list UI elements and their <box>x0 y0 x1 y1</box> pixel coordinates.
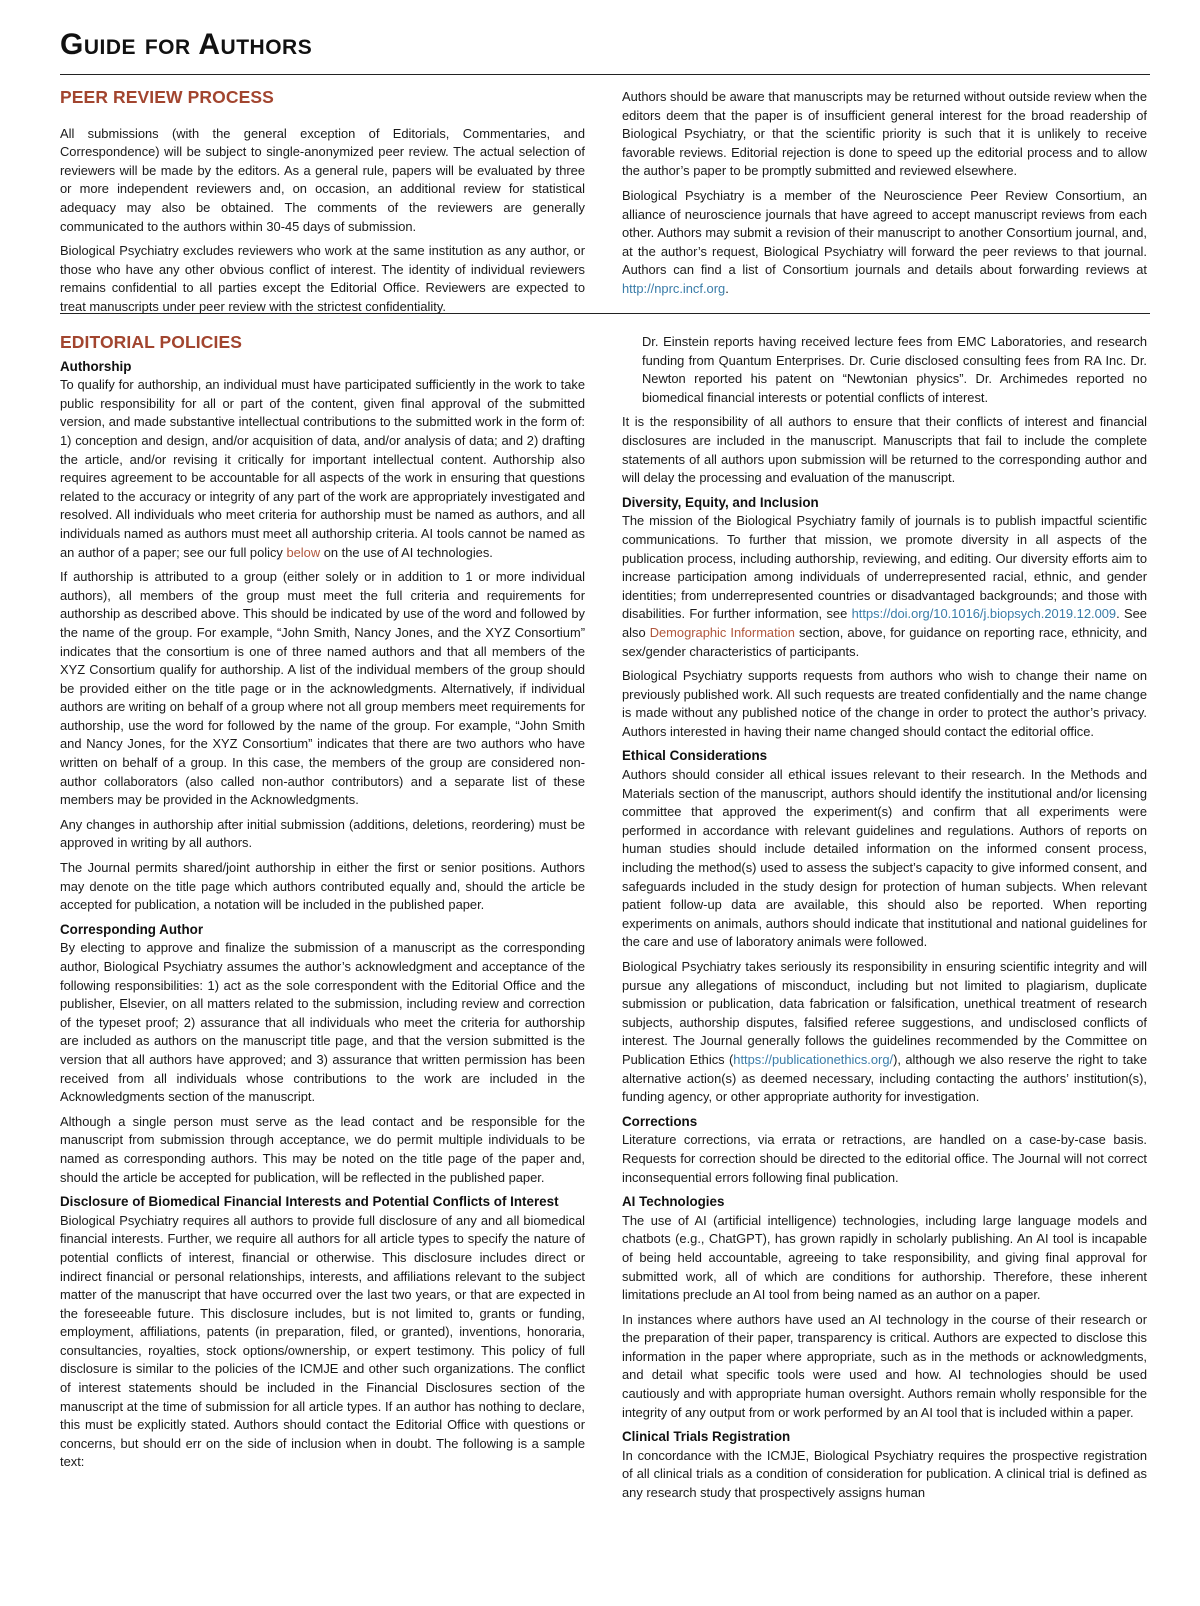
paragraph: Literature corrections, via errata or retractions, are handled on a case-by-case basis. Requests for correction should be directed to the editorial office. The Journal will not correct inconsequential errors following final publication. <box>622 1132 1147 1185</box>
paragraph: Biological Psychiatry supports requests from authors who wish to change their name on previously published work. All such requests are treated confidentially and the name change is made without any published notice of the change in order to protect the author’s privacy. Authors interested in having their name changed should contact the editorial office. <box>622 668 1147 739</box>
ethical-heading: Ethical Considerations <box>622 748 768 764</box>
paragraph: In concordance with the ICMJE, Biological Psychiatry requires the prospective registration of all clinical trials as a condition of consideration for publication. A clinical trial is defined as any research study that prospectively assigns human <box>622 1447 1147 1501</box>
title-rule <box>60 74 1150 75</box>
paragraph: Authors should consider all ethical issues relevant to their research. In the Methods and Materials section of the manuscript, authors should identify the institutional and/or licensing committee that approved the experiment(s) and confirm that all experiments were performed in accordance with relevant guidelines and regulations. Authors of reports on human studies should include detailed information on the informed consent process, including the method(s) used to assess the subject’s capacity to give informed consent, and safeguards included in the study design for protection of human subjects. When relevant patient follow-up data are available, this should also be reported. When reporting experiments on animals, authors should indicate that institutional and national guidelines for the care and use of laboratory animals were followed. <box>622 767 1147 950</box>
cope-link[interactable]: https://publicationethics.org/ <box>733 1051 894 1067</box>
editorial-left <box>60 333 585 1478</box>
paragraph: In instances where authors have used an AI technology in the course of their research or the preparation of their paper, transparency is critical. Authors are expected to disclose this information in the paper where appropriate, such as in the methods or acknowledgments, and detail what specific tools were used and how. AI technologies should be used cautiously and with appropriate human oversight. Authors remain wholly responsible for the integrity of any output from or work performed by an AI tool that is included within a paper. <box>622 1311 1147 1420</box>
demographic-info-link[interactable]: Demographic Information <box>649 624 795 640</box>
sample-disclosure: Dr. Einstein reports having received lecture fees from EMC Laboratories, and research funding from Quantum Enterprises. Dr. Curie disclosed consulting fees from RA Inc. Dr. Newton reported his patent on “Newtonian physics”. Dr. Archimedes reported no biomedical financial interests or potential conflicts of interest. <box>642 334 1147 405</box>
doi-link[interactable]: https://doi.org/10.1016/j.biopsych.2019.12.009 <box>851 606 1117 622</box>
paragraph: It is the responsibility of all authors to ensure that their conflicts of interest and financial disclosures are included in the manuscript. Manuscripts that fail to include the complete statements of all authors upon submission will be returned to the corresponding author and will delay the processing and evaluation of the manuscript. <box>622 414 1147 486</box>
editorial-heading: EDITORIAL POLICIES <box>60 332 243 352</box>
editorial-right <box>622 333 1147 1509</box>
section-rule <box>60 313 1150 314</box>
diversity-heading: Diversity, Equity, and Inclusion <box>622 494 819 510</box>
paragraph: The use of AI (artificial intelligence) technologies, including large language models and chatbots (e.g., ChatGPT), has grown rapidly in scholarly publishing. An AI tool is incapable of being held accountable, agreeing to take responsibility, and giving final approval for submitted work, all of which are conditions for authorship. Therefore, these inherent limitations preclude an AI tool from being named as an author on a paper. <box>622 1212 1147 1303</box>
peer-review-right <box>622 88 1147 305</box>
authorship-heading: Authorship <box>60 358 132 374</box>
peer-review-left <box>60 88 585 323</box>
paragraph: All submissions (with the general exception of Editorials, Commentaries, and Correspondence) will be subject to single-anonymized peer review. The actual selection of reviewers will be made by the editors. As a general rule, papers will be evaluated by three or more independent reviewers and, on occasion, an additional review for statistical adequacy may also be obtained. The comments of the reviewers are generally communicated to the authors within 30-45 days of submission. <box>60 125 585 234</box>
peer-review-heading: PEER REVIEW PROCESS <box>60 87 274 107</box>
corrections-heading: Corrections <box>622 1113 698 1129</box>
paragraph: Any changes in authorship after initial submission (additions, deletions, reordering) must be approved in writing by all authors. <box>60 816 585 851</box>
nprc-link[interactable]: http://nprc.incf.org <box>622 280 726 296</box>
paragraph: Biological Psychiatry requires all authors to provide full disclosure of any and all biomedical financial interests. Further, we require all authors for all article types to specify the nature of potential conflicts of interest, financial or otherwise. This disclosure includes direct or indirect financial or personal relationships, interests, and affiliations relevant to the subject matter of the manuscript that have occurred over the last two years, or that are expected in the foreseeable future. This disclosure includes, but is not limited to, grants or funding, employment, affiliations, patents (in preparation, filed, or granted), inventions, honoraria, consultancies, royalties, stock options/ownership, or expert testimony. This policy of full disclosure is similar to the policies of the ICMJE and other such organizations. The conflict of interest statements should be included in the Financial Disclosures section of the manuscript at the time of submission for all article types. If an author has nothing to declare, this must be explicitly stated. Authors should contact the Editorial Office with questions or concerns, but should err on the side of inclusion when in doubt. The following is a sample text: <box>60 1212 585 1470</box>
paragraph: Although a single person must serve as the lead contact and be responsible for the manuscript from submission through acceptance, we do permit multiple individuals to be named as corresponding authors. This may be noted on the title page of the paper and, should the article be accepted for publication, will be reflected in the published paper. <box>60 1113 585 1185</box>
paragraph: Biological Psychiatry is a member of the Neuroscience Peer Review Consortium, an alliance of neuroscience journals that have agreed to accept manuscript reviews from each other. Authors may submit a revision of their manuscript to another Consortium journal, and, at the author’s request, Biological Psychiatry will forward the peer reviews to that journal. Authors can find a list of Consortium journals and details about forwarding reviews at http://nprc.incf.org. <box>622 187 1147 296</box>
ai-heading: AI Technologies <box>622 1194 725 1210</box>
below-link[interactable]: below <box>286 544 321 560</box>
paragraph: The Journal permits shared/joint authorship in either the first or senior positions. Authors may denote on the title page which authors contributed equally and, should the article be accepted for publication, a notation will be included in the published paper. <box>60 860 585 913</box>
paragraph: By electing to approve and finalize the submission of a manuscript as the corresponding author, Biological Psychiatry assumes the author’s acknowledgment and acceptance of the following responsibilities: 1) act as the sole correspondent with the Editorial Office and the publisher, Elsevier, on all matters related to the submission, including review and correction of the typeset proof; 2) assurance that all individuals who meet the criteria for authorship are included as authors on the manuscript title page, and that the version submitted is the version that all authors have approved; and 3) assurance that written permission has been received from all individuals whose contributions to the work are included in the Acknowledgments section of the manuscript. <box>60 940 585 1105</box>
paragraph: To qualify for authorship, an individual must have participated sufficiently in the work to take public responsibility for all or part of the content, given final approval of the submitted version, and made substantive intellectual contributions to the submitted work in the form of: 1) conception and design, and/or acquisition of data, and/or analysis of data; and 2) drafting the article, and/or revising it critically for important intellectual content. Authorship also requires agreement to be accountable for all aspects of the work in ensuring that questions related to the accuracy or integrity of any part of the work are appropriately investigated and resolved. All individuals who meet criteria for authorship must be named as authors, and all individuals named as authors must meet all authorship criteria. AI tools cannot be named as an author of a paper; see our full policy below on the use of AI technologies. <box>60 377 585 560</box>
paragraph: Authors should be aware that manuscripts may be returned without outside review when the editors deem that the paper is of insufficient general interest for the broad readership of Biological Psychiatry, or that the scientific priority is such that it is unlikely to receive favorable reviews. Editorial rejection is done to speed up the editorial process and to allow the author’s paper to be promptly submitted and reviewed elsewhere. <box>622 89 1147 179</box>
page-title: Guide for Authors <box>60 28 313 61</box>
corresponding-heading: Corresponding Author <box>60 921 204 937</box>
disclosure-heading: Disclosure of Biomedical Financial Interests and Potential Conflicts of Interest <box>60 1194 559 1210</box>
paragraph: Biological Psychiatry excludes reviewers who work at the same institution as any author, or those who have any other obvious conflict of interest. The identity of individual reviewers remains confidential to all parties except the Editorial Office. Reviewers are expected to treat manuscripts under peer review with the strictest confidentiality. <box>60 243 585 314</box>
paragraph: If authorship is attributed to a group (either solely or in addition to 1 or more individual authors), all members of the group must meet the full criteria and requirements for authorship as described above. This should be indicated by use of the word and followed by the name of the group. For example, “John Smith, Nancy Jones, and the XYZ Consortium” indicates that the consortium is one of three named authors and that all members of the XYZ Consortium qualify for authorship. A list of the individual members of the group should be provided either on the title page or in the acknowledgments. Alternatively, if individual authors are writing on behalf of a group where not all group members meet requirements for authorship, use the word for followed by the name of the group. For example, “John Smith and Nancy Jones, for the XYZ Consortium” indicates that there are two authors who have written on behalf of a group. In this case, the members of the group are considered non-author collaborators (also called non-author contributors) and a separate list of these members may be provided in the Acknowledgments. <box>60 569 585 808</box>
paragraph: Biological Psychiatry takes seriously its responsibility in ensuring scientific integrity and will pursue any allegations of misconduct, including but not limited to plagiarism, duplicate submission or publication, data fabrication or falsification, unethical treatment of research subjects, authorship disputes, falsified referee suggestions, and undisclosed conflicts of interest. The Journal generally follows the guidelines recommended by the Committee on Publication Ethics (https://publicationethics.org/), although we also reserve the right to take alternative action(s) as deemed necessary, including contacting the authors’ institution(s), funding agency, or other appropriate authority for investigation. <box>622 959 1147 1105</box>
paragraph: The mission of the Biological Psychiatry family of journals is to publish impactful scientific communications. To further that mission, we promote diversity in all aspects of the publication process, including authorship, reviewing, and editing. Our diversity efforts aim to increase participation among individuals of underrepresented racial, ethnic, and gender identities; from underrepresented countries or disadvantaged backgrounds; and those with disabilities. For further information, see https://doi.org/10.1016/j.biopsych.2019.12.009. See also Demographic Information section, above, for guidance on reporting race, ethnicity, and sex/gender characteristics of participants. <box>622 513 1147 659</box>
clinical-heading: Clinical Trials Registration <box>622 1429 791 1445</box>
